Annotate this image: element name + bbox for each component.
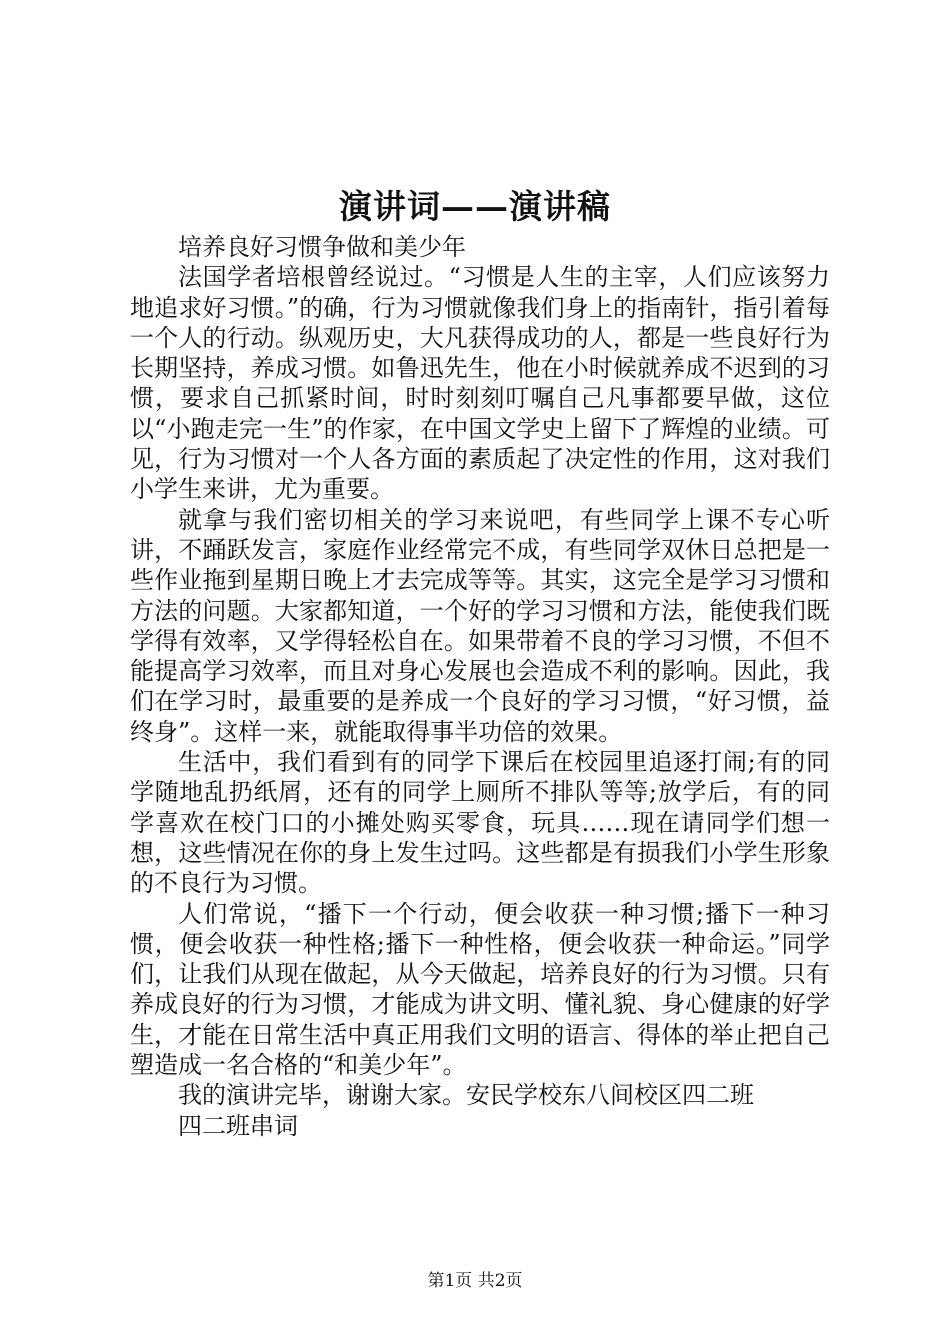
paragraph-next-heading: 四二班串词 [178,1111,298,1140]
paragraph-closing: 我的演讲完毕，谢谢大家。安民学校东八间校区四二班 [178,1081,754,1110]
paragraph-subtitle: 培养良好习惯争做和美少年 [178,233,466,261]
page-footer: 第1页 共2页 [427,1271,523,1291]
document-title: 演讲词——演讲稿 [339,187,611,226]
paragraph: 法国学者培根曾经说过。“习惯是人生的主宰，人们应该努力地追求好习惯。”的确，行为习惯就像我们身上的指南针，指引着每一个人的行动。纵观历史，大凡获得成功的人，都是一些良好行为长期坚持，养成习惯。如鲁迅先生，他在小时候就养成不迟到的习惯，要求自己抓紧时间，时时刻刻叮嘱自己凡事都要早做，这位以“小跑走完一生”的作家，在中国文学史上留下了辉煌的业绩。可见，行为习惯对一个人各方面的素质起了决定性的作用，这对我们小学生来讲，尤为重要。 [130,263,830,504]
paragraph: 就拿与我们密切相关的学习来说吧，有些同学上课不专心听讲，不踊跃发言，家庭作业经常完不成，有些同学双休日总把是一些作业拖到星期日晚上才去完成等等。其实，这完全是学习习惯和方法的问题。大家都知道，一个好的学习习惯和方法，能使我们既学得有效率，又学得轻松自在。如果带着不良的学习习惯，不但不能提高学习效率，而且对身心发展也会造成不利的影响。因此，我们在学习时，最重要的是养成一个良好的学习习惯，“好习惯，益终身”。这样一来，就能取得事半功倍的效果。 [130,505,830,746]
paragraph: 生活中，我们看到有的同学下课后在校园里追逐打闹;有的同学随地乱扔纸屑，还有的同学上厕所不排队等等;放学后，有的同学喜欢在校门口的小摊处购买零食，玩具……现在请同学们想一想，这些情况在你的身上发生过吗。这些都是有损我们小学生形象的不良行为习惯。 [130,748,830,898]
paragraph: 人们常说，“播下一个行动，便会收获一种习惯;播下一种习惯，便会收获一种性格;播下一种性格，便会收获一种命运。”同学们，让我们从现在做起，从今天做起，培养良好的行为习惯。只有养成良好的行为习惯，才能成为讲文明、懂礼貌、身心健康的好学生，才能在日常生活中真正用我们文明的语言、得体的举止把自己塑造成一名合格的“和美少年”。 [130,899,830,1080]
document-body [130,232,830,1141]
